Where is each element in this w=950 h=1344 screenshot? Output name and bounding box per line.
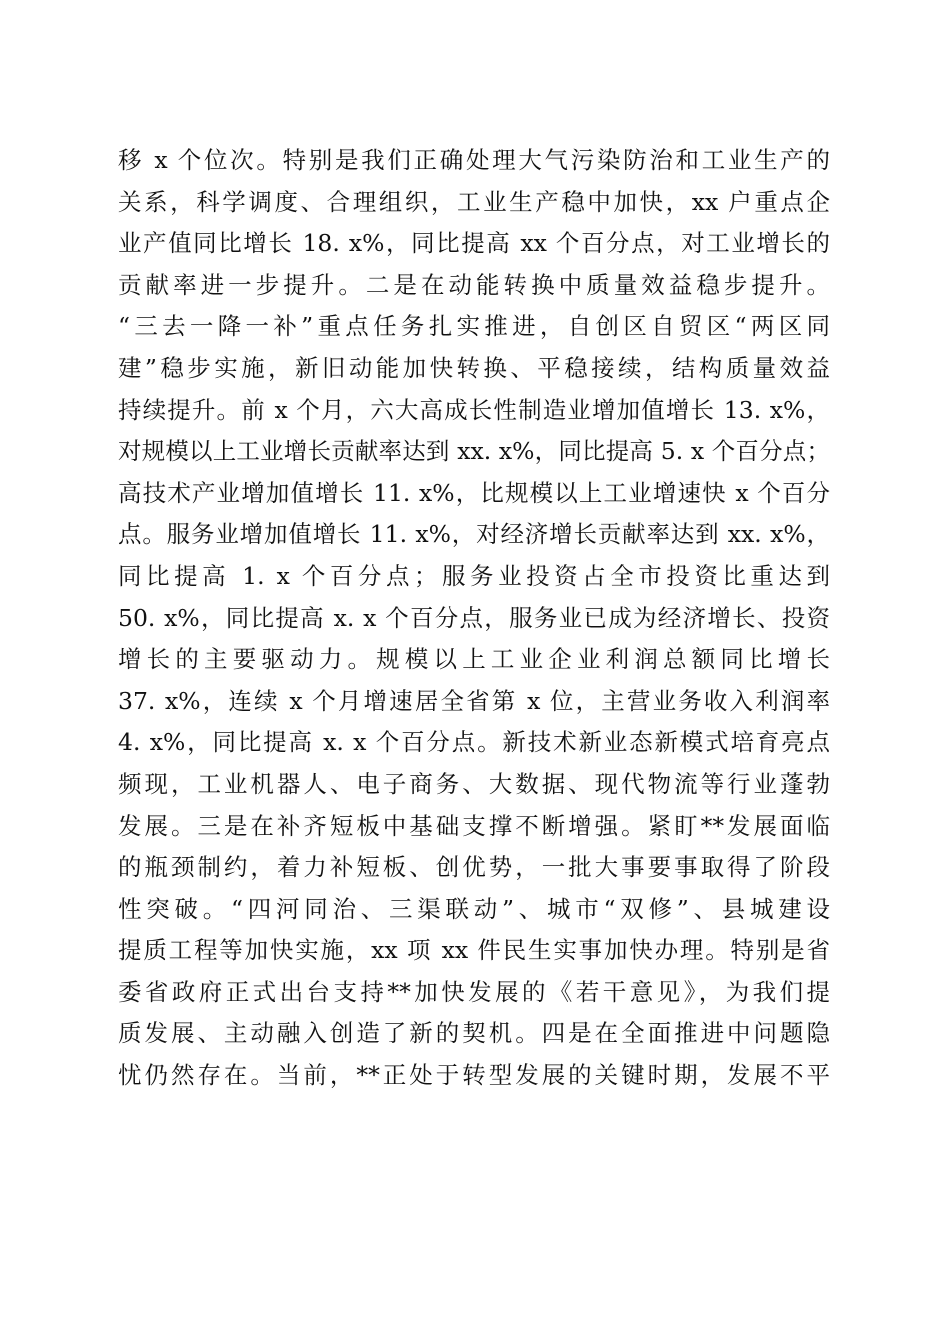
text-line: 关系，科学调度、合理组织，工业生产稳中加快，xx 户重点企 bbox=[118, 187, 830, 216]
text-line: 建”稳步实施，新旧动能加快转换、平稳接续，结构质量效益 bbox=[118, 353, 830, 382]
text-line: 持续提升。前 x 个月，六大高成长性制造业增加值增长 13. x%， bbox=[118, 395, 830, 424]
text-line: 增长的主要驱动力。规模以上工业企业利润总额同比增长 bbox=[118, 645, 830, 674]
text-line: 提质工程等加快实施，xx 项 xx 件民生实事加快办理。特别是省 bbox=[118, 936, 830, 965]
body-text bbox=[118, 140, 830, 1097]
text-line: 性突破。“四河同治、三渠联动”、城市“双修”、县城建设 bbox=[118, 894, 830, 923]
text-line: 忧仍然存在。当前，**正处于转型发展的关键时期，发展不平 bbox=[118, 1061, 830, 1090]
text-line: 贡献率进一步提升。二是在动能转换中质量效益稳步提升。 bbox=[118, 270, 830, 299]
text-line: 的瓶颈制约，着力补短板、创优势，一批大事要事取得了阶段 bbox=[118, 853, 830, 882]
text-line: 同比提高 1. x 个百分点；服务业投资占全市投资比重达到 bbox=[118, 561, 830, 590]
text-line: 50. x%，同比提高 x. x 个百分点，服务业已成为经济增长、投资 bbox=[118, 603, 830, 632]
text-line: 委省政府正式出台支持**加快发展的《若干意见》，为我们提 bbox=[118, 977, 830, 1006]
text-line: 业产值同比增长 18. x%，同比提高 xx 个百分点，对工业增长的 bbox=[118, 229, 830, 258]
text-line: 点。服务业增加值增长 11. x%，对经济增长贡献率达到 xx. x%， bbox=[118, 520, 830, 549]
text-line: 高技术产业增加值增长 11. x%，比规模以上工业增速快 x 个百分 bbox=[118, 478, 830, 507]
text-line: 37. x%，连续 x 个月增速居全省第 x 位，主营业务收入利润率 bbox=[118, 686, 830, 715]
text-line: “三去一降一补”重点任务扎实推进，自创区自贸区“两区同 bbox=[118, 312, 830, 341]
text-line: 频现，工业机器人、电子商务、大数据、现代物流等行业蓬勃 bbox=[118, 769, 830, 798]
text-line: 质发展、主动融入创造了新的契机。四是在全面推进中问题隐 bbox=[118, 1019, 830, 1048]
text-line: 发展。三是在补齐短板中基础支撑不断增强。紧盯**发展面临 bbox=[118, 811, 830, 840]
text-line: 4. x%，同比提高 x. x 个百分点。新技术新业态新模式培育亮点 bbox=[118, 728, 830, 757]
text-line: 对规模以上工业增长贡献率达到 xx. x%，同比提高 5. x 个百分点； bbox=[118, 437, 830, 466]
text-line: 移 x 个位次。特别是我们正确处理大气污染防治和工业生产的 bbox=[118, 146, 830, 174]
